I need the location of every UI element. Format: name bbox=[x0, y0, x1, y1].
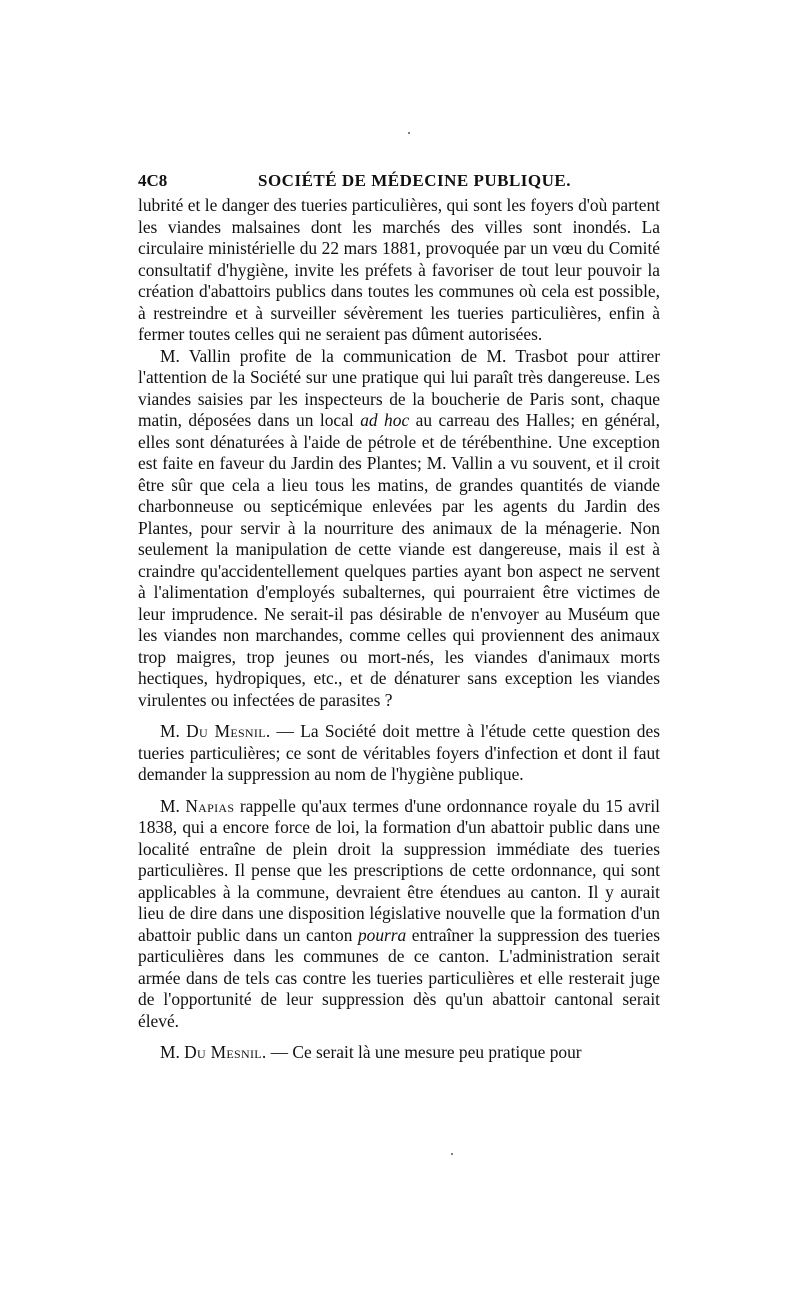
paragraph-3 bbox=[138, 721, 660, 786]
paragraph-5-text: . — Ce serait là une mesure peu pratique pour bbox=[261, 1042, 582, 1062]
paragraph-1 bbox=[138, 195, 660, 346]
page-number: 4C8 bbox=[138, 171, 168, 190]
paragraph-2-text-b: au carreau des Halles; en général, elles sont dénaturées à l'aide de pétrole et de térébenthine. Une exception est faite en faveur du Jardin des Plantes; M. Vallin a vu souvent, et il croit être sûr que cela a lieu tous les matins, de grandes quantités de viande charbonneuse ou septicémique enlevées par les agents du Jardin des Plantes, pour servir à la nourriture des animaux de la ménagerie. Non seulement la manipulation de cette viande est dangereuse, mais il est à craindre qu'accidentellement quelques parties ayant bon aspect ne servent à l'alimentation d'employés subalternes, qui pourraient être victimes de leur imprudence. Ne serait-il pas désirable de n'envoyer au Muséum que les viandes non marchandes, comme celles qui proviennent des animaux trop maigres, trop jeunes ou mort-nés, les viandes d'animaux morts hectiques, hydropiques, etc., et de dénaturer sans exception les viandes virulentes ou infectées de parasites ? bbox=[138, 410, 660, 710]
paragraph-4-text-b: entraîner la suppression des tueries particulières dans les communes de ce canton. L'administration serait armée dans de tels cas contre les tueries particulières et elle resterait juge de l'opportunité de leur suppression dès qu'un abattoir cantonal serait élevé. bbox=[138, 924, 660, 1031]
page-header bbox=[138, 170, 660, 192]
speaker-napias: Napias bbox=[185, 795, 235, 816]
speaker-prefix: M. bbox=[160, 1042, 185, 1062]
italic-ad-hoc: ad hoc bbox=[360, 410, 410, 430]
paragraph-5 bbox=[138, 1042, 660, 1064]
paragraph-1-text: lubrité et le danger des tueries particulières, qui sont les foyers d'où partent les viandes malsaines dont les marchés des villes sont inondés. La circulaire ministérielle du 22 mars 1881, provoquée par un vœu du Comité consultatif d'hygiène, invite les préfets à favoriser de tout leur pouvoir la création d'abattoirs publics dans toutes les communes où cela est possible, à restreindre et à surveiller sévèrement les tueries particulières, enfin à fermer toutes celles qui ne seraient pas dûment autorisées. bbox=[138, 195, 660, 344]
italic-pourra: pourra bbox=[357, 924, 407, 945]
body-text bbox=[138, 195, 660, 1064]
paragraph-3-text: . — La Société doit mettre à l'étude cette question des tueries particulières; ce sont de véritables foyers d'infection et dont il faut demander la suppression au nom de l'hygiène publique. bbox=[138, 721, 660, 784]
paragraph-4-text-a: rappelle qu'aux termes d'une ordonnance royale du 15 avril 1838, qui a encore force de loi, la formation d'un abattoir public dans une localité entraîne de plein droit la suppression immédiate des tueries particulières. Il pense que les prescriptions de cette ordonnance, qui sont applicables à la commune, devraient être étendues au canton. Il y aurait lieu de dire dans une disposition législative nouvelle que la formation d'un abattoir public dans un canton bbox=[138, 795, 660, 945]
speaker-prefix: M. bbox=[160, 721, 187, 741]
speaker-prefix: M. bbox=[160, 795, 186, 816]
paragraph-2 bbox=[138, 346, 660, 712]
speaker-du-mesnil: Du Mesnil bbox=[186, 721, 266, 741]
print-speck bbox=[408, 132, 410, 134]
speaker-du-mesnil: Du Mesnil bbox=[184, 1042, 262, 1062]
paragraph-2-text-a: profite de la communication de M. Trasbot pour attirer l'attention de la Société sur une pratique qui lui paraît très dangereuse. Les viandes saisies par les inspecteurs de la boucherie de Paris sont, chaque matin, déposées dans un local bbox=[138, 345, 660, 430]
running-head: SOCIÉTÉ DE MÉDECINE PUBLIQUE. bbox=[258, 171, 572, 190]
speaker-vallin: M. Vallin bbox=[160, 345, 231, 366]
paragraph-4 bbox=[138, 796, 660, 1033]
print-speck bbox=[451, 1153, 453, 1155]
